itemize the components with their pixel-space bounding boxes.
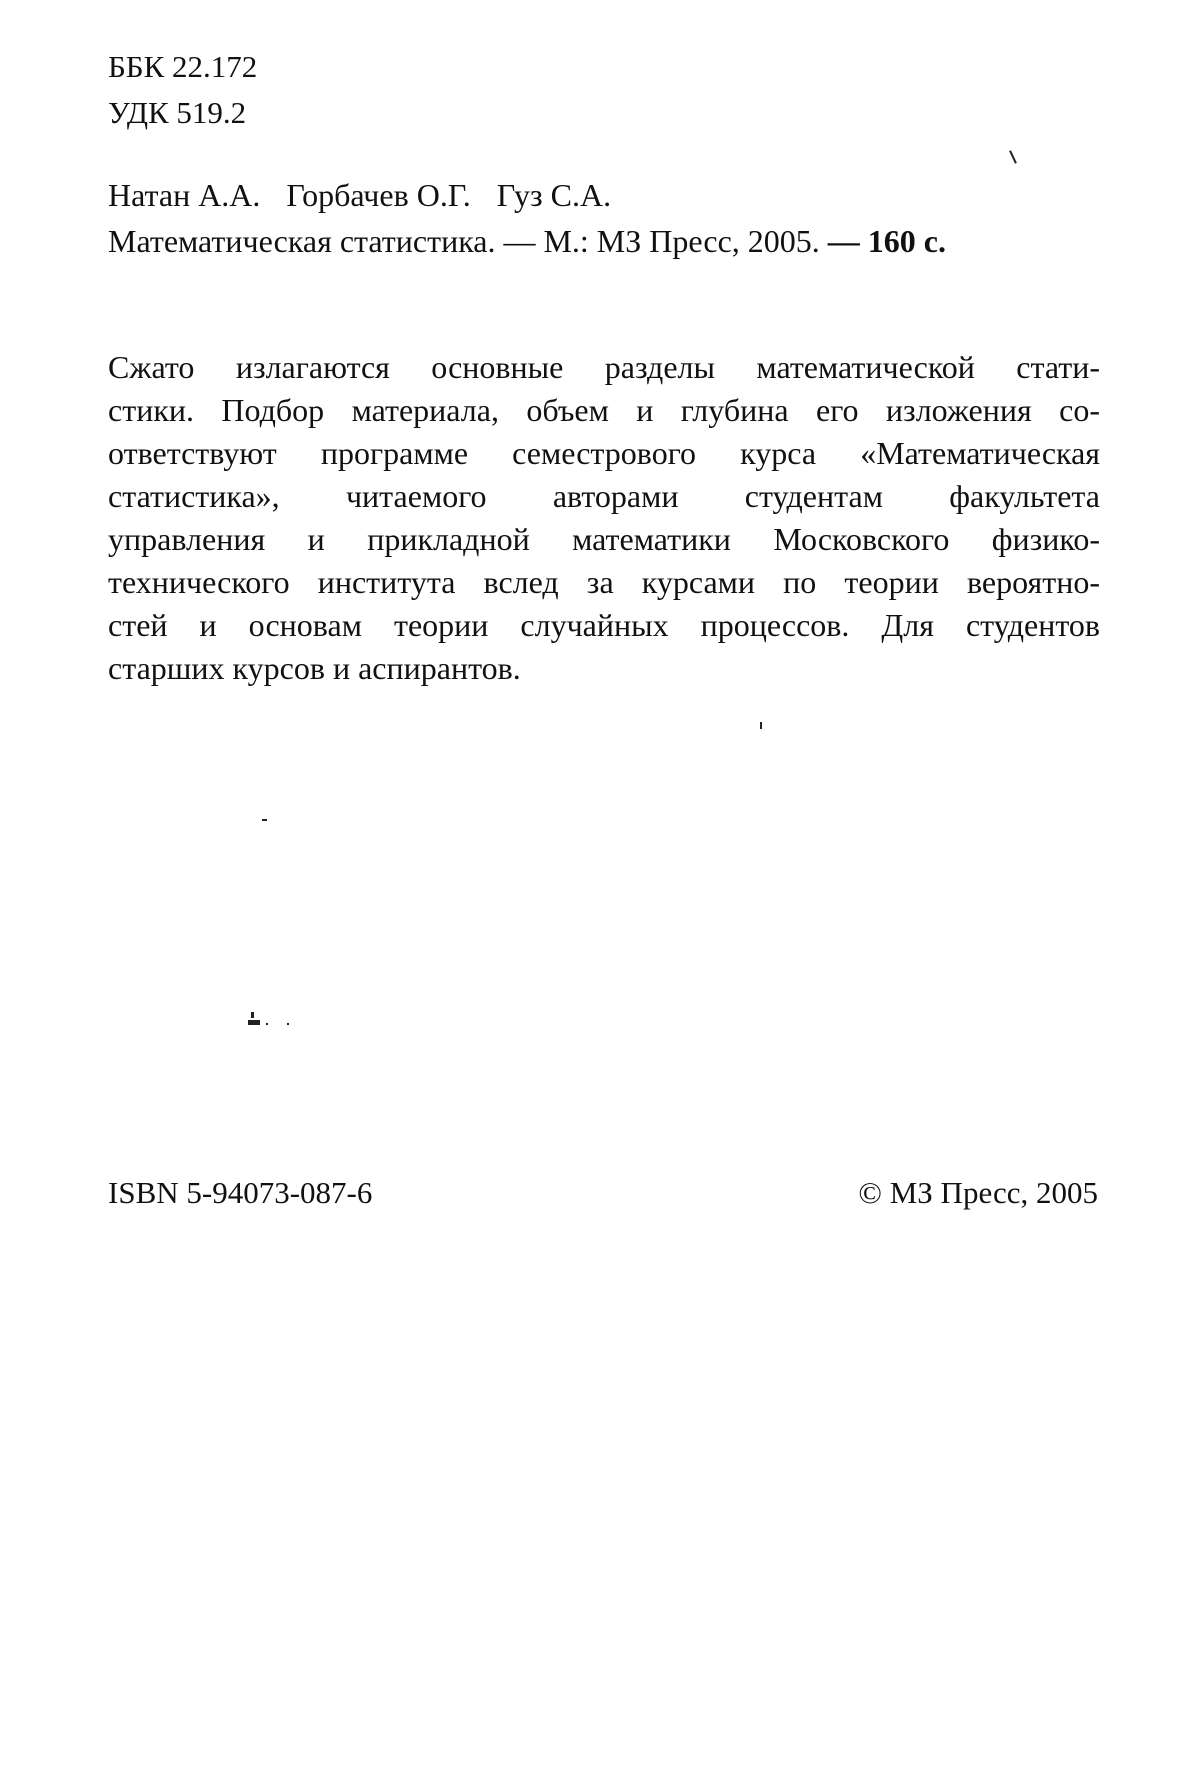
- abstract-line: стики. Подбор материала, объем и глубина его изложения со-: [108, 392, 1100, 428]
- copyright: © МЗ Пресс, 2005: [858, 1175, 1098, 1210]
- isbn: ISBN 5-94073-087-6: [108, 1175, 373, 1210]
- authors-line: [108, 172, 946, 218]
- scan-speck: [1009, 150, 1017, 164]
- scan-speck: [760, 722, 762, 729]
- author-3: Гуз С.А.: [496, 177, 612, 213]
- abstract-line: ответствуют программе семестрового курса «Математическая: [108, 435, 1100, 471]
- scan-speck: [262, 819, 267, 821]
- page-count: — 160 с.: [827, 223, 946, 259]
- abstract-line: старших курсов и аспирантов.: [108, 650, 521, 686]
- title-publisher-line: [108, 218, 946, 264]
- imprint-footer: [108, 1170, 1098, 1216]
- abstract-line: управления и прикладной математики Московского физико-: [108, 521, 1100, 557]
- bibliographic-record: [108, 172, 946, 264]
- title-publisher: Математическая статистика. — М.: МЗ Пресс, 2005.: [108, 223, 820, 259]
- classification-codes: [108, 44, 257, 136]
- scan-speck: [266, 1023, 268, 1025]
- abstract-line: технического института вслед за курсами по теории вероятно-: [108, 564, 1100, 600]
- abstract-line: Сжато излагаются основные разделы математической стати-: [108, 349, 1100, 385]
- bbk-code: ББК 22.172: [108, 49, 258, 84]
- author-2: Горбачев О.Г.: [286, 177, 471, 213]
- author-1: Натан А.А.: [108, 177, 261, 213]
- abstract-line: стей и основам теории случайных процессов. Для студентов: [108, 607, 1100, 643]
- udk-code: УДК 519.2: [108, 95, 247, 130]
- scan-speck: [287, 1023, 289, 1025]
- scan-speck: [251, 1012, 254, 1018]
- abstract-line: статистика», читаемого авторами студентам факультета: [108, 478, 1100, 514]
- scan-speck: [248, 1020, 260, 1025]
- abstract-paragraph: [108, 346, 1100, 690]
